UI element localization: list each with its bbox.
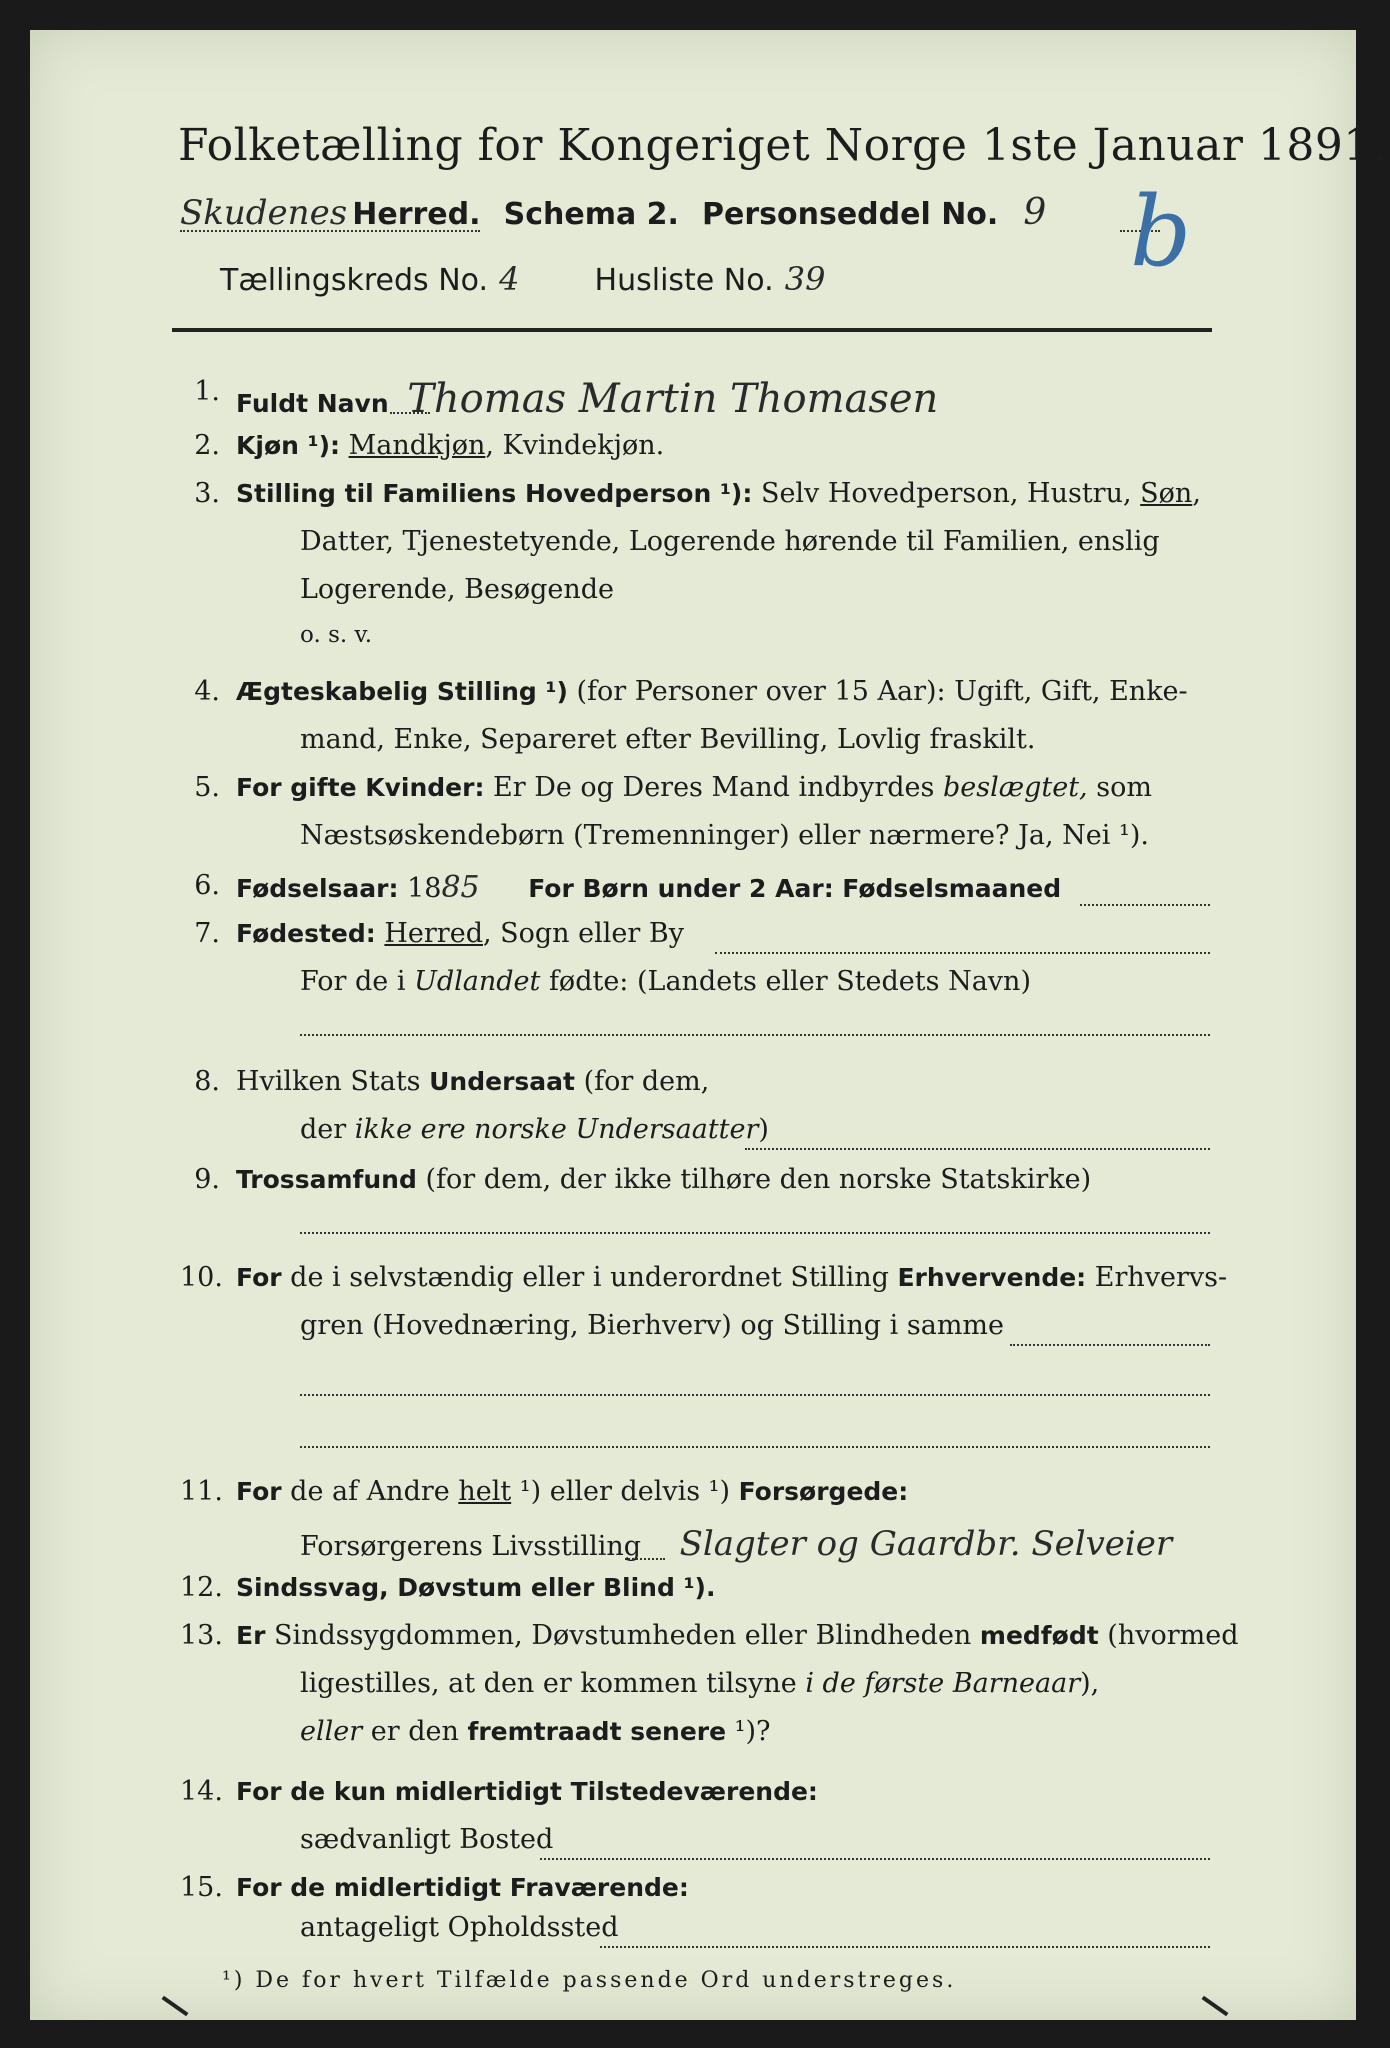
occupation-for: For xyxy=(236,1263,282,1292)
item-number: 5. xyxy=(194,772,220,803)
occupation-text: de i selvstændig eller i underordnet Stilling xyxy=(281,1262,898,1293)
kreds-label: Tællingskreds No. xyxy=(220,263,488,298)
item-number: 1. xyxy=(194,376,220,407)
related-term: beslægtet, xyxy=(942,772,1088,803)
item-13-row xyxy=(236,1620,1239,1651)
dotted-line xyxy=(300,1446,1210,1448)
punctuation: , xyxy=(1192,478,1201,509)
dotted-line xyxy=(1010,1344,1210,1346)
married-women-text: Er De og Deres Mand indbyrdes xyxy=(484,772,943,803)
marital-label: Ægteskabelig Stilling ¹) xyxy=(236,677,568,706)
disability-label: Sindssvag, Døvstum eller Blind ¹). xyxy=(236,1573,716,1602)
congenital-l3-text: er den xyxy=(362,1716,468,1747)
abroad-text: For de i xyxy=(300,966,415,997)
dotted-line xyxy=(600,1946,1210,1948)
header-row-kreds xyxy=(220,260,825,298)
provider-value: Slagter og Gaardbr. Selveier xyxy=(679,1524,1173,1564)
sex-options: , Kvindekjøn. xyxy=(485,430,665,461)
item-number: 12. xyxy=(180,1572,223,1603)
item-number: 10. xyxy=(180,1262,223,1293)
sex-label: Kjøn ¹): xyxy=(236,431,340,460)
item-12-row xyxy=(236,1572,715,1603)
item-number: 8. xyxy=(194,1066,220,1097)
congenital-line-3 xyxy=(300,1716,771,1747)
married-women-text-end: som xyxy=(1087,772,1152,803)
position-selected: Søn xyxy=(1140,478,1193,509)
marital-options: (for Personer over 15 Aar): Ugift, Gift, Enke- xyxy=(567,676,1188,707)
birth-year-value: 85 xyxy=(441,870,480,905)
item-2-row xyxy=(236,430,664,461)
citizenship-line-2 xyxy=(300,1114,769,1145)
temporary-present-label: de kun midlertidigt Tilstedeværende: xyxy=(281,1777,818,1806)
blue-handwritten-mark: b xyxy=(1130,176,1192,288)
sex-selected: Mandkjøn xyxy=(348,430,486,461)
congenital-label: medfødt xyxy=(979,1621,1099,1650)
abroad-term: Udlandet xyxy=(414,966,541,997)
schema-label: Schema 2. xyxy=(503,197,679,232)
citizenship-l2-end: ) xyxy=(758,1114,769,1145)
item-15-row xyxy=(236,1872,689,1903)
birth-month-label-2: Fødselsmaaned xyxy=(842,874,1062,903)
birthplace-label: Fødested: xyxy=(236,919,376,948)
item-3-row xyxy=(236,478,1201,509)
birth-year-prefix: 18 xyxy=(398,873,442,904)
provider-label: Forsørgerens Livsstilling xyxy=(300,1531,642,1562)
item-8-row xyxy=(236,1066,709,1097)
temporary-present-for: For xyxy=(236,1777,282,1806)
occupation-text-end: Erhvervs- xyxy=(1086,1262,1228,1293)
citizenship-l2-text: der xyxy=(300,1114,355,1145)
header-divider xyxy=(172,328,1212,332)
personseddel-value: 9 xyxy=(1023,192,1047,233)
item-11-row xyxy=(236,1476,908,1507)
congenital-l3-end: ¹)? xyxy=(726,1716,771,1747)
married-women-line-2: Næstsøskendebørn (Tremenninger) eller nærmere? Ja, Nei ¹). xyxy=(300,820,1149,851)
birth-month-label: For Børn under 2 Aar: xyxy=(528,874,834,903)
item-7-row xyxy=(236,918,684,949)
dotted-line xyxy=(715,952,1210,954)
congenital-l3-bold: fremtraadt senere xyxy=(467,1717,727,1746)
item-5-row xyxy=(236,772,1152,803)
citizenship-text-end: (for dem, xyxy=(574,1066,710,1097)
full-name-value: Thomas Martin Thomasen xyxy=(407,376,939,422)
birthplace-abroad-line xyxy=(300,966,1031,997)
position-label: Stilling til Familiens Hovedperson ¹): xyxy=(236,479,753,508)
citizenship-text: Hvilken Stats xyxy=(236,1066,430,1097)
item-4-row xyxy=(236,676,1188,707)
item-number: 4. xyxy=(194,676,220,707)
dotted-line xyxy=(625,1558,665,1560)
birthplace-selected: Herred xyxy=(384,918,483,949)
marital-options-line-2: mand, Enke, Separeret efter Bevilling, Lovlig fraskilt. xyxy=(300,724,1036,755)
citizenship-label: Undersaat xyxy=(429,1067,575,1096)
item-number: 11. xyxy=(180,1476,223,1507)
religion-text: (for dem, der ikke tilhøre den norske Statskirke) xyxy=(416,1164,1092,1195)
provider-row xyxy=(300,1524,1172,1564)
item-9-row xyxy=(236,1164,1091,1195)
citizenship-l2-italic: ikke ere norske Undersaatter xyxy=(354,1114,759,1145)
dotted-line xyxy=(745,1148,1210,1150)
herred-value: Skudenes xyxy=(180,193,348,233)
position-options: Selv Hovedperson, Hustru, xyxy=(752,478,1141,509)
dotted-line xyxy=(1080,904,1210,906)
congenital-l2-italic: i de første Barneaar xyxy=(805,1668,1081,1699)
item-14-row xyxy=(236,1776,818,1807)
personseddel-label: Personseddel No. xyxy=(702,197,999,232)
header-row-herred xyxy=(180,192,1046,233)
supported-text-mid: ¹) eller delvis ¹) xyxy=(511,1476,739,1507)
birthplace-options: , Sogn eller By xyxy=(482,918,684,949)
congenital-er: Er xyxy=(236,1621,266,1650)
congenital-line-2 xyxy=(300,1668,1099,1699)
item-number: 2. xyxy=(194,430,220,461)
supported-selected: helt xyxy=(458,1476,512,1507)
probable-residence-label: antageligt Opholdssted xyxy=(300,1912,619,1943)
herred-label: Herred. xyxy=(352,197,481,232)
religion-label: Trossamfund xyxy=(236,1165,417,1194)
abroad-text-end: fødte: (Landets eller Stedets Navn) xyxy=(540,966,1031,997)
dotted-line xyxy=(540,1858,1210,1860)
supported-for: For xyxy=(236,1477,282,1506)
husliste-value: 39 xyxy=(784,260,826,298)
dotted-line xyxy=(300,1034,1210,1036)
usual-residence-label: sædvanligt Bosted xyxy=(300,1824,554,1855)
item-number: 15. xyxy=(180,1872,223,1903)
congenital-l2-text: ligestilles, at den er kommen tilsyne xyxy=(300,1668,806,1699)
form-title: Folketælling for Kongeriget Norge 1ste Januar 1891. xyxy=(178,120,1387,171)
temporary-absent-for: For xyxy=(236,1873,282,1902)
dotted-line xyxy=(300,1232,1210,1234)
footnote: ¹) De for hvert Tilfælde passende Ord understreges. xyxy=(222,1968,957,1993)
husliste-label: Husliste No. xyxy=(594,263,774,298)
position-options-line-3: Logerende, Besøgende xyxy=(300,574,614,605)
occupation-label: Erhvervende: xyxy=(897,1263,1087,1292)
full-name-label: Fuldt Navn xyxy=(236,389,389,418)
birth-year-label: Fødselsaar: xyxy=(236,874,399,903)
item-number: 3. xyxy=(194,478,220,509)
item-6-row xyxy=(236,870,1061,905)
position-options-line-4: o. s. v. xyxy=(300,622,373,648)
item-number: 6. xyxy=(194,870,220,901)
dotted-line xyxy=(390,412,430,414)
kreds-value: 4 xyxy=(499,260,520,298)
occupation-line-2: gren (Hovednæring, Bierhverv) og Stilling i samme xyxy=(300,1310,1005,1341)
item-number: 9. xyxy=(194,1164,220,1195)
dotted-line xyxy=(300,1394,1210,1396)
congenital-l2-end: ), xyxy=(1080,1668,1100,1699)
position-options-line-2: Datter, Tjenestetyende, Logerende hørende til Familien, enslig xyxy=(300,526,1160,557)
item-number: 13. xyxy=(180,1620,223,1651)
dotted-line xyxy=(180,230,480,232)
item-number: 14. xyxy=(180,1776,223,1807)
congenital-l3-italic: eller xyxy=(300,1716,363,1747)
congenital-text-end: (hvormed xyxy=(1098,1620,1239,1651)
supported-label: Forsørgede: xyxy=(738,1477,909,1506)
congenital-text: Sindssygdommen, Døvstumheden eller Blindheden xyxy=(265,1620,980,1651)
item-10-row xyxy=(236,1262,1227,1293)
item-number: 7. xyxy=(194,918,220,949)
temporary-absent-label: de midlertidigt Fraværende: xyxy=(281,1873,689,1902)
married-women-label: For gifte Kvinder: xyxy=(236,773,485,802)
supported-text: de af Andre xyxy=(281,1476,459,1507)
item-1-row xyxy=(236,376,938,422)
